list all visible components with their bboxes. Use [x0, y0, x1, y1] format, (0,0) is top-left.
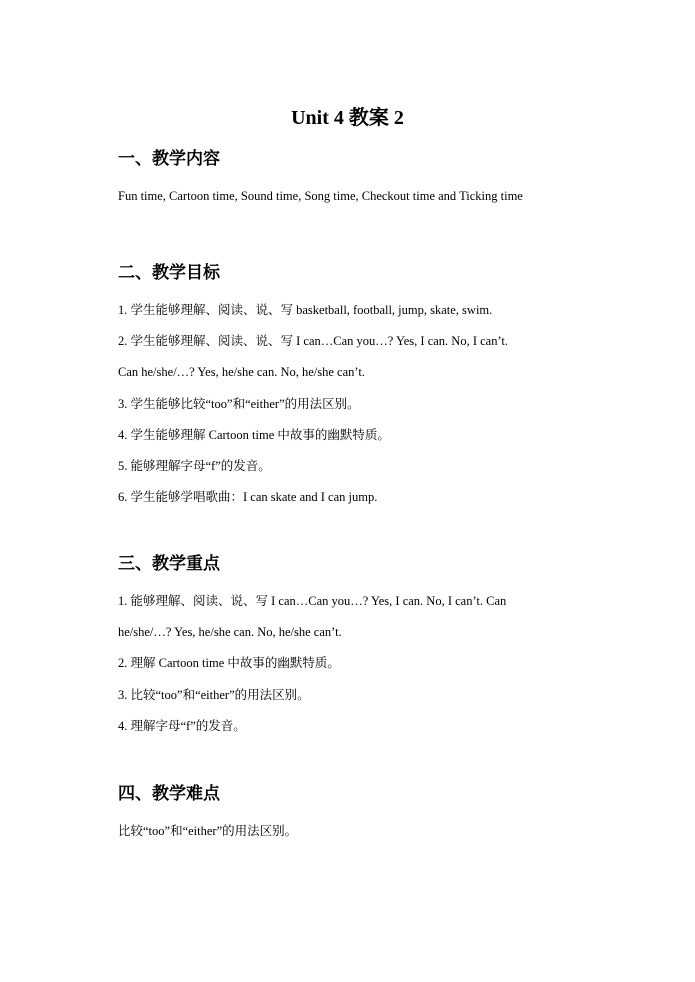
section-line: 6. 学生能够学唱歌曲：I can skate and I can jump.	[118, 490, 378, 504]
section-line: 4. 理解字母“f”的发音。	[118, 719, 246, 733]
section-line: 2. 理解 Cartoon time 中故事的幽默特质。	[118, 656, 340, 670]
section-line: 1. 学生能够理解、阅读、说、写 basketball, football, jump, skate, swim.	[118, 303, 493, 317]
section-line: 1. 能够理解、阅读、说、写 I can…Can you…? Yes, I can. No, I can’t. Can	[118, 594, 507, 608]
section-heading-key-points: 三、教学重点	[118, 554, 220, 573]
document-title: Unit 4 教案 2	[291, 107, 404, 129]
section-line: 3. 比较“too”和“either”的用法区别。	[118, 688, 310, 702]
section-line: Fun time, Cartoon time, Sound time, Song time, Checkout time and Ticking time	[118, 189, 523, 203]
section-line: 3. 学生能够比较“too”和“either”的用法区别。	[118, 397, 360, 411]
section-line: 5. 能够理解字母“f”的发音。	[118, 459, 271, 473]
section-line: 2. 学生能够理解、阅读、说、写 I can…Can you…? Yes, I can. No, I can’t.	[118, 334, 508, 348]
section-heading-difficulties: 四、教学难点	[118, 784, 220, 803]
section-line: 比较“too”和“either”的用法区别。	[118, 824, 298, 838]
section-heading-content: 一、教学内容	[118, 149, 220, 168]
section-line: he/she/…? Yes, he/she can. No, he/she can’t.	[118, 625, 342, 639]
section-heading-objectives: 二、教学目标	[118, 263, 220, 282]
section-line: Can he/she/…? Yes, he/she can. No, he/she can’t.	[118, 365, 365, 379]
section-line: 4. 学生能够理解 Cartoon time 中故事的幽默特质。	[118, 428, 390, 442]
